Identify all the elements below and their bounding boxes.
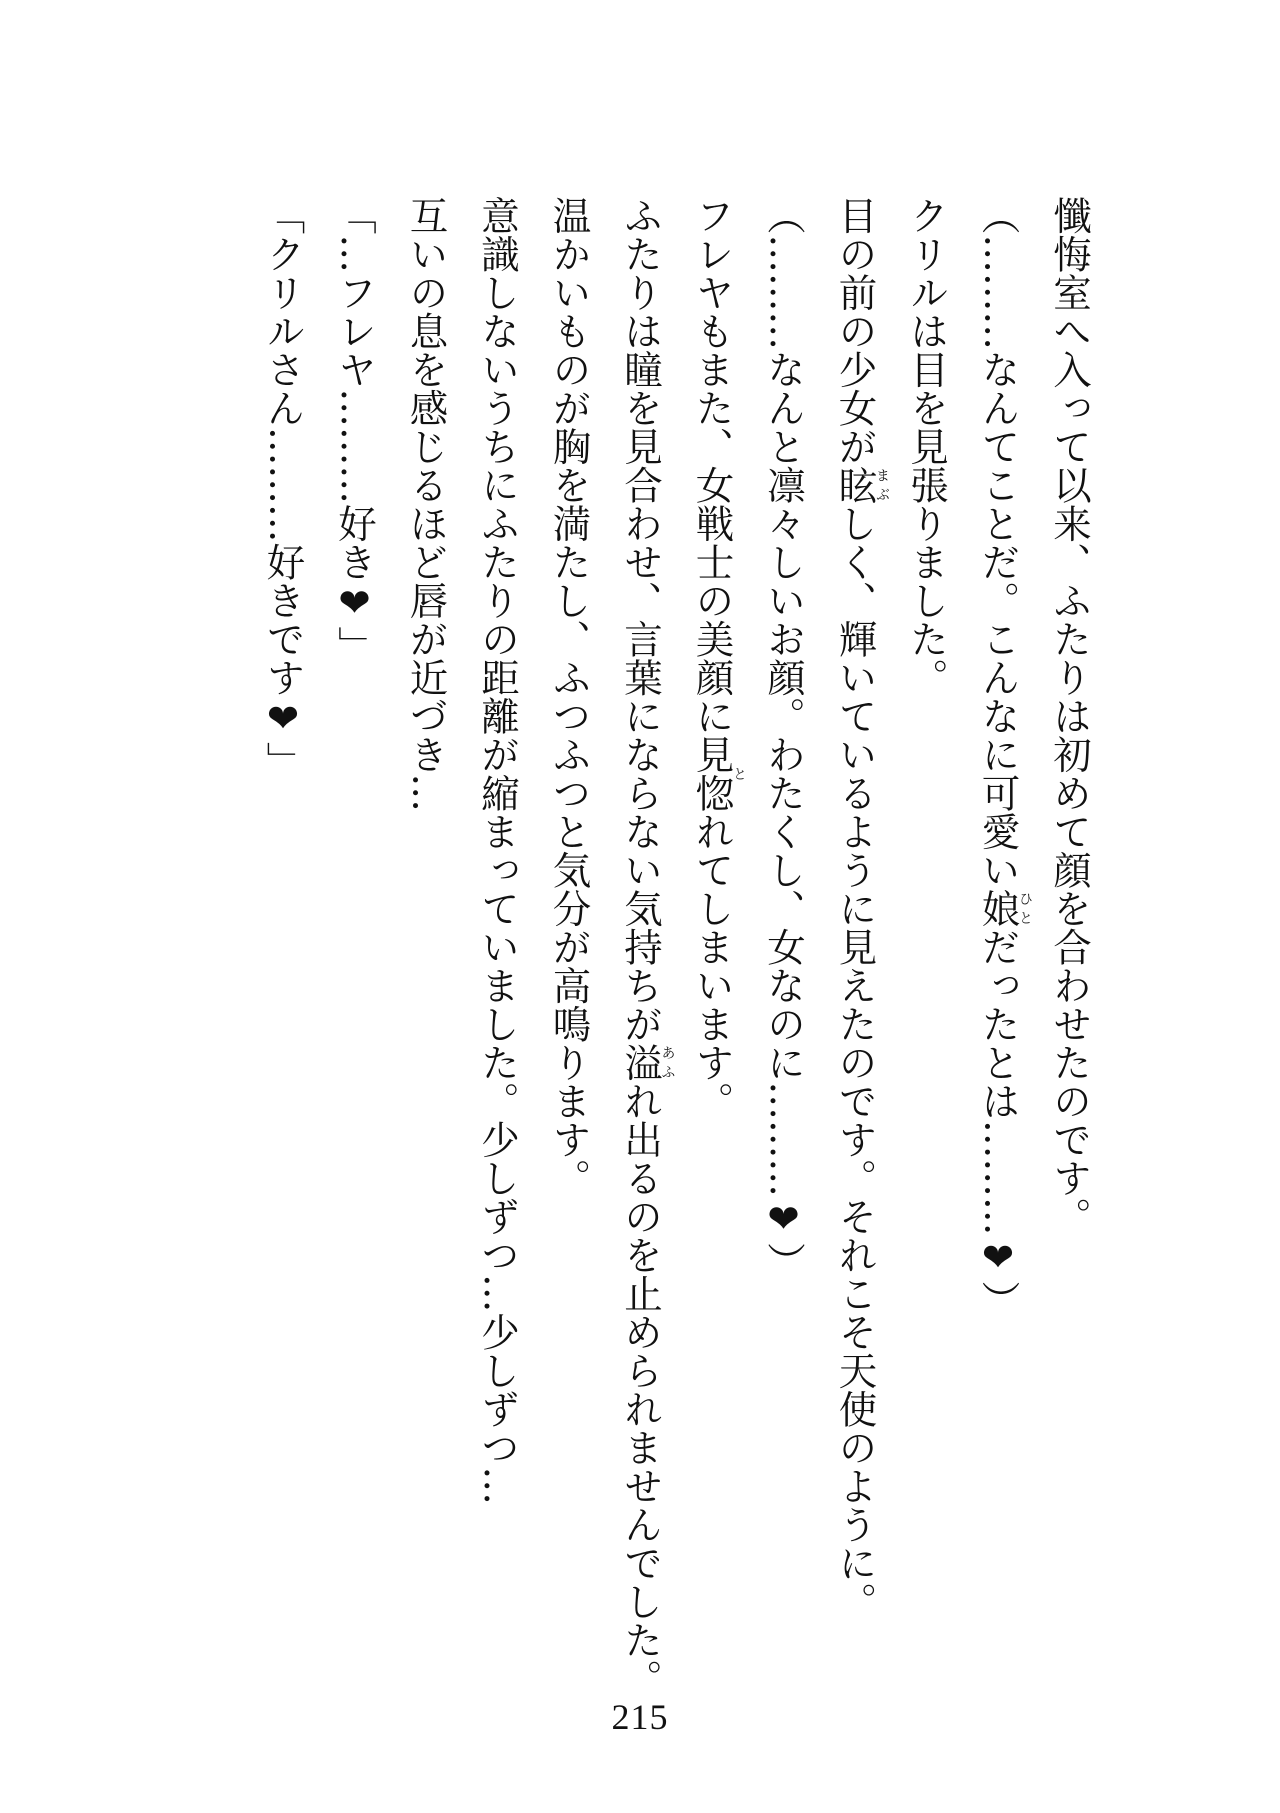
text-segment: ふたりは瞳を見合わせ、言葉にならない気持ちが xyxy=(618,196,663,1043)
text-segment: 目の前の少女が xyxy=(832,196,878,466)
text-segment: 温かいものが胸を満たし、ふつふつと気分が高鳴ります。 xyxy=(546,196,592,1197)
text-segment: れ出るのを止められませんでした。 xyxy=(618,1081,663,1698)
text-line xyxy=(533,196,605,1636)
text-segment: （………なんてことだ。こんなに可愛い xyxy=(975,196,1021,889)
ruby-base: 溢 xyxy=(618,1043,663,1082)
text-line xyxy=(1034,196,1106,1636)
text-line xyxy=(319,196,391,1636)
ruby-annotation xyxy=(618,1043,676,1082)
text-line xyxy=(247,196,319,1636)
ruby-annotation xyxy=(975,889,1033,928)
text-line xyxy=(962,196,1034,1636)
ruby-base: 娘 xyxy=(975,889,1021,928)
text-segment: れてしまいます。 xyxy=(689,812,735,1120)
ruby-annotation xyxy=(832,465,890,505)
ruby-reading: まぶ xyxy=(874,465,890,504)
text-segment: 互いの息を感じるほど唇が近づき… xyxy=(403,196,449,812)
vertical-text-block xyxy=(247,196,1105,1698)
page-number: 215 xyxy=(611,1697,669,1737)
text-segment: クリルは目を見張りました。 xyxy=(904,196,949,697)
ruby-reading: と xyxy=(731,735,747,812)
text-segment: 意識しないうちにふたりの距離が縮まっていました。少しずつ…少しずつ… xyxy=(475,196,520,1505)
ruby-base: 眩 xyxy=(832,465,878,504)
text-segment: フレヤもまた、女戦士の美顔に xyxy=(689,196,735,735)
ruby-reading: あふ xyxy=(659,1043,676,1082)
text-line xyxy=(390,196,462,1636)
ruby-reading: ひと xyxy=(1017,889,1033,928)
text-segment: しく、輝いているように見えたのです。それこそ天使のように。 xyxy=(832,504,878,1621)
ruby-annotation xyxy=(689,735,747,812)
text-line xyxy=(819,196,891,1636)
text-line xyxy=(748,196,820,1636)
ruby-base: 見惚 xyxy=(689,735,735,812)
text-segment: だったとは………❤） xyxy=(975,927,1021,1319)
text-line xyxy=(676,196,748,1636)
text-line xyxy=(891,196,963,1636)
text-segment: 「…フレヤ………好き❤」 xyxy=(332,196,377,665)
text-line xyxy=(605,196,677,1698)
text-line xyxy=(462,196,534,1636)
text-segment: 懺悔室へ入って以来、ふたりは初めて顔を合わせたのです。 xyxy=(1047,196,1092,1236)
text-segment: 「クリルさん………好きです❤」 xyxy=(260,196,306,780)
text-segment: （………なんと凛々しいお顔。わたくし、女なのに………❤） xyxy=(761,196,806,1281)
